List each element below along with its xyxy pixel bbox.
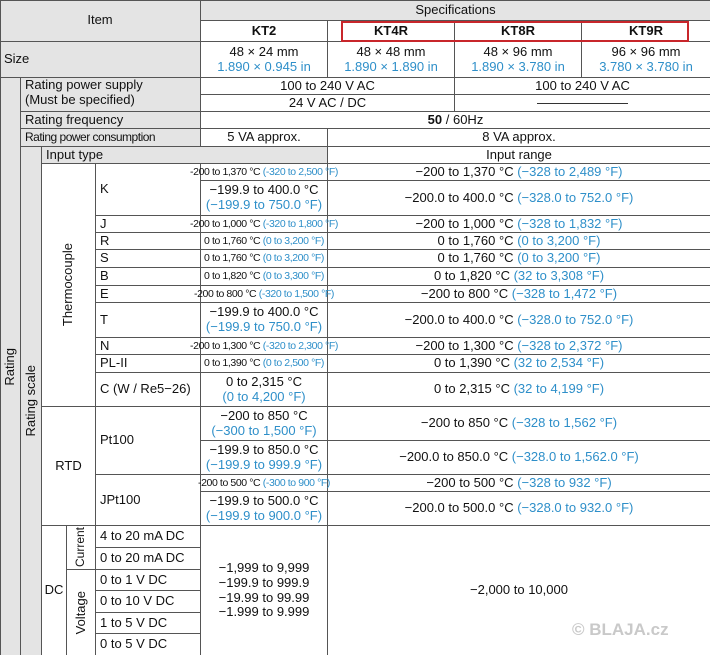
input-range-pair	[416, 165, 623, 180]
frequency-title: Rating frequency	[25, 111, 124, 127]
kt2-range-c: −199.9 to 400.0 °C	[209, 182, 319, 198]
dc-voltage-row	[96, 591, 201, 613]
size-label-text: Size	[4, 51, 30, 67]
dc-range-text: −2,000 to 10,000	[470, 582, 568, 598]
range-c: −200 to 850 °C	[420, 415, 509, 431]
range-c: −200 to 1,300 °C	[415, 337, 514, 353]
range-c: 0 to 1,760 °C	[437, 232, 514, 248]
size-in: 3.780 × 3.780 in	[599, 58, 693, 74]
size-kt9r	[582, 42, 710, 78]
thermocouple-type	[96, 268, 201, 286]
dc-current-value: 0 to 20 mA DC	[100, 550, 185, 566]
kt2-range-c: 0 to 1,760 °C	[204, 252, 261, 265]
rating-group-label	[0, 78, 21, 655]
kt2-range-compact	[204, 270, 324, 282]
size-in: 1.890 × 3.780 in	[471, 58, 565, 74]
range-f: (−328.0 to 752.0 °F)	[517, 311, 634, 327]
dc-text: DC	[44, 582, 64, 598]
dc-voltage-row	[96, 570, 201, 591]
frequency-label	[21, 112, 201, 129]
dc-voltage-value: 1 to 5 V DC	[100, 614, 168, 630]
dc-voltage-value: 0 to 5 V DC	[100, 636, 168, 652]
range-c: −200 to 800 °C	[420, 285, 509, 301]
range-f: (−328.0 to 1,562.0 °F)	[511, 449, 639, 465]
range-f: (−328 to 1,832 °F)	[517, 215, 623, 231]
thermocouple-kt2-range	[201, 303, 328, 338]
thermocouple-kt2-range	[190, 338, 338, 355]
rtd-jpt100	[96, 475, 201, 526]
kt2-range-compact	[190, 218, 338, 230]
range-f: (32 to 3,308 °F)	[513, 268, 605, 284]
dc-voltage-label	[67, 570, 96, 655]
dc-kt2-ranges	[201, 526, 328, 655]
specifications-header	[201, 0, 710, 21]
kt2-range-c: −199.9 to 850.0 °C	[209, 441, 319, 457]
input-range-pair	[438, 234, 601, 249]
kt2-range-c: −200 to 850 °C	[220, 407, 308, 423]
dc-voltage-value: 0 to 10 V DC	[100, 593, 175, 609]
thermocouple-text: Thermocouple	[60, 243, 76, 327]
dc-kt2-range: −199.9 to 999.9	[218, 574, 310, 590]
input-range-pair	[434, 269, 604, 284]
dc-current-label	[67, 526, 96, 570]
range-f: (−328.0 to 932.0 °F)	[517, 500, 634, 516]
range-f: (−328 to 1,472 °F)	[511, 285, 618, 301]
thermocouple-type	[96, 250, 201, 268]
kt2-range-f: (0 to 3,300 °F)	[262, 270, 324, 283]
dc-kt2-range: −1,999 to 9,999	[218, 559, 310, 575]
kt2-range-f: (0 to 2,500 °F)	[262, 357, 324, 370]
rtd-input-range	[328, 475, 710, 492]
kt2-range-c: -200 to 500 °C	[198, 476, 261, 489]
range-c: 0 to 1,390 °C	[433, 355, 510, 371]
input-range-pair	[421, 416, 617, 431]
size-mm: 48 × 24 mm	[229, 43, 299, 59]
ps-dc-right-text: ———————	[537, 94, 628, 110]
kt2-range-c: 0 to 1,820 °C	[204, 270, 261, 283]
dc-kt2-range: −19.99 to 99.99	[218, 589, 310, 605]
input-range-pair	[426, 476, 611, 491]
dc-kt2-range: −1.999 to 9.999	[218, 604, 310, 620]
thermocouple-input-range	[328, 250, 710, 268]
range-f: (−328 to 2,489 °F)	[517, 163, 623, 179]
thermocouple-input-range	[328, 373, 710, 407]
range-c: −200 to 1,370 °C	[415, 163, 514, 179]
thermocouple-type-name: T	[100, 311, 108, 327]
range-f: (−328 to 932 °F)	[517, 474, 612, 490]
kt2-range-f: (−199.9 to 900.0 °F)	[205, 507, 323, 523]
thermocouple-kt2-range	[190, 164, 338, 181]
input-range-header	[328, 147, 710, 164]
range-c: −200.0 to 500.0 °C	[404, 500, 514, 516]
input-range-pair	[405, 191, 634, 206]
thermocouple-label	[42, 164, 96, 407]
dc-voltage-row	[96, 613, 201, 634]
kt2-range-compact	[204, 252, 324, 264]
power-supply-label	[21, 78, 201, 112]
rtd-label	[42, 407, 96, 526]
thermocouple-type-name: PL-II	[100, 355, 128, 371]
input-range-pair	[416, 217, 623, 232]
consumption-label	[21, 129, 201, 147]
thermocouple-input-range	[328, 303, 710, 338]
thermocouple-type-name: J	[100, 215, 107, 231]
kt2-range-c: -200 to 1,300 °C	[190, 339, 261, 352]
thermocouple-input-range	[328, 216, 710, 233]
model-label: KT8R	[501, 22, 535, 38]
range-c: 0 to 1,760 °C	[437, 250, 514, 266]
rtd-input-range	[328, 492, 710, 526]
rtd-kt2-range	[201, 492, 328, 526]
kt2-range-c: 0 to 1,760 °C	[204, 234, 261, 247]
thermocouple-type-name: E	[100, 285, 109, 301]
thermocouple-kt2-range	[194, 286, 334, 303]
kt2-range-f: (−199.9 to 750.0 °F)	[205, 319, 323, 334]
thermocouple-type-name: C (W / Re5−26)	[100, 381, 191, 397]
item-header	[0, 0, 201, 42]
dc-current-row	[96, 526, 201, 548]
kt2-range-compact	[190, 166, 338, 178]
thermocouple-type	[96, 373, 201, 407]
model-label: KT4R	[374, 22, 408, 38]
size-kt2	[201, 42, 328, 78]
size-in: 1.890 × 0.945 in	[217, 58, 311, 74]
ps-ac-left	[201, 78, 455, 95]
size-kt4r	[328, 42, 455, 78]
thermocouple-kt2-range	[190, 216, 338, 233]
rtd-jpt100-text: JPt100	[100, 491, 141, 507]
range-f: (−328 to 1,562 °F)	[511, 415, 618, 431]
input-range-pair	[399, 450, 639, 465]
item-label: Item	[87, 12, 113, 28]
ps-ac-right	[455, 78, 710, 95]
input-range-pair	[405, 313, 634, 328]
rtd-input-range	[328, 407, 710, 441]
rtd-kt2-range	[198, 475, 331, 492]
thermocouple-input-range	[328, 268, 710, 286]
ps-ac-left-text: 100 to 240 V AC	[280, 77, 375, 93]
range-f: (0 to 3,200 °F)	[517, 250, 601, 266]
frequency-prefix: 50	[427, 111, 443, 127]
consumption-title: Rating power consumption	[25, 129, 156, 144]
kt2-range-f: (−199.9 to 999.9 °F)	[205, 456, 323, 472]
consumption-other-text: 8 VA approx.	[482, 129, 556, 145]
thermocouple-type-name: K	[100, 181, 109, 197]
rtd-kt2-range	[201, 441, 328, 475]
thermocouple-type-name: S	[100, 250, 109, 266]
kt2-range-c: −199.9 to 400.0 °C	[209, 304, 319, 320]
highlight-box	[341, 21, 689, 42]
range-f: (32 to 4,199 °F)	[513, 381, 605, 397]
thermocouple-kt2-range	[201, 268, 328, 286]
kt2-range-compact	[194, 288, 334, 300]
ps-ac-right-text: 100 to 240 V AC	[535, 77, 630, 93]
rtd-kt2-range	[201, 407, 328, 441]
dc-voltage-value: 0 to 1 V DC	[100, 571, 168, 587]
range-f: (32 to 2,534 °F)	[513, 355, 605, 371]
input-type-header	[42, 147, 328, 164]
size-label	[0, 42, 201, 78]
kt2-range-f: (−199.9 to 750.0 °F)	[205, 197, 323, 212]
kt2-range-f: (0 to 4,200 °F)	[222, 388, 306, 404]
thermocouple-type	[96, 355, 201, 373]
rating-scale-label	[21, 147, 42, 655]
thermocouple-type	[96, 216, 201, 233]
kt2-range-f: (0 to 3,200 °F)	[262, 252, 324, 265]
thermocouple-type	[96, 286, 201, 303]
dc-current-text: Current	[73, 527, 88, 568]
consumption-kt2-text: 5 VA approx.	[227, 129, 301, 145]
thermocouple-input-range	[328, 355, 710, 373]
ps-dc-right	[455, 95, 710, 112]
kt2-range-f: (0 to 3,200 °F)	[262, 234, 324, 247]
size-mm: 48 × 96 mm	[483, 43, 553, 59]
thermocouple-input-range	[328, 164, 710, 181]
dc-voltage-row	[96, 634, 201, 655]
kt2-range-compact	[204, 235, 324, 247]
frequency-suffix: / 60Hz	[442, 111, 484, 127]
input-range-pair	[416, 339, 623, 354]
dc-label	[42, 526, 67, 655]
model-kt2	[201, 21, 328, 42]
range-c: −200.0 to 400.0 °C	[404, 189, 514, 205]
dc-current-row	[96, 548, 201, 570]
thermocouple-kt2-range	[201, 250, 328, 268]
ps-dc-left-text: 24 V AC / DC	[288, 94, 367, 110]
input-range-pair	[434, 356, 604, 371]
thermocouple-type	[96, 233, 201, 250]
range-f: (0 to 3,200 °F)	[517, 232, 601, 248]
consumption-other	[328, 129, 710, 147]
kt2-range-f: (-300 to 900 °F)	[262, 476, 331, 489]
range-c: 0 to 2,315 °C	[433, 381, 510, 397]
model-label: KT2	[251, 22, 277, 38]
input-type-text: Input type	[46, 146, 104, 162]
input-range-text: Input range	[486, 146, 552, 162]
kt2-range-compact	[204, 357, 324, 369]
kt2-range-c: -200 to 800 °C	[194, 287, 257, 300]
watermark: © BLAJA.cz	[572, 620, 669, 639]
size-mm: 96 × 96 mm	[611, 43, 681, 59]
thermocouple-type-name: N	[100, 337, 110, 353]
thermocouple-type-name: B	[100, 268, 109, 284]
kt2-range-c: 0 to 1,390 °C	[204, 357, 261, 370]
input-range-pair	[405, 501, 634, 516]
kt2-range-f: (-320 to 2,500 °F)	[262, 165, 338, 178]
range-c: −200.0 to 400.0 °C	[404, 311, 514, 327]
input-range-pair	[438, 251, 601, 266]
frequency-value	[201, 112, 710, 129]
kt2-range-c: 0 to 2,315 °C	[225, 373, 303, 389]
thermocouple-input-range	[328, 181, 710, 216]
ps-dc-left	[201, 95, 455, 112]
range-f: (−328.0 to 752.0 °F)	[517, 189, 634, 205]
rtd-text: RTD	[55, 457, 82, 473]
input-range-pair	[434, 382, 604, 397]
model-label: KT9R	[629, 22, 663, 38]
thermocouple-input-range	[328, 233, 710, 250]
kt2-range-compact	[190, 340, 338, 352]
size-kt8r	[455, 42, 582, 78]
specifications-label: Specifications	[415, 1, 496, 17]
power-supply-note: (Must be specified)	[25, 91, 135, 107]
input-range-pair	[421, 287, 617, 302]
kt2-range-f: (-320 to 1,500 °F)	[258, 287, 334, 300]
dc-voltage-text: Voltage	[72, 590, 88, 635]
kt2-range-f: (-320 to 1,800 °F)	[262, 217, 338, 230]
kt2-range-c: -200 to 1,370 °C	[190, 165, 261, 178]
rtd-pt100-text: Pt100	[100, 432, 134, 448]
rtd-input-range	[328, 441, 710, 475]
range-c: −200 to 1,000 °C	[415, 215, 514, 231]
kt2-range-f: (-320 to 2,300 °F)	[262, 339, 338, 352]
thermocouple-type-name: R	[100, 232, 110, 248]
rating-scale-text: Rating scale	[22, 365, 38, 437]
range-c: 0 to 1,820 °C	[433, 268, 510, 284]
range-f: (−328 to 2,372 °F)	[517, 337, 623, 353]
size-in: 1.890 × 1.890 in	[344, 58, 438, 74]
power-supply-title: Rating power supply	[25, 77, 143, 92]
rtd-pt100	[96, 407, 201, 475]
thermocouple-kt2-range	[201, 373, 328, 407]
consumption-kt2	[201, 129, 328, 147]
thermocouple-type	[96, 164, 201, 216]
thermocouple-type	[96, 303, 201, 338]
kt2-range-compact	[198, 477, 330, 489]
kt2-range-c: -200 to 1,000 °C	[190, 217, 261, 230]
kt2-range-f: (−300 to 1,500 °F)	[211, 422, 317, 438]
thermocouple-kt2-range	[201, 233, 328, 250]
thermocouple-input-range	[328, 286, 710, 303]
thermocouple-input-range	[328, 338, 710, 355]
thermocouple-kt2-range	[201, 355, 328, 373]
kt2-range-c: −199.9 to 500.0 °C	[209, 492, 319, 508]
thermocouple-kt2-range	[201, 181, 328, 216]
thermocouple-type	[96, 338, 201, 355]
dc-current-value: 4 to 20 mA DC	[100, 528, 185, 544]
range-c: −200.0 to 850.0 °C	[399, 449, 509, 465]
size-mm: 48 × 48 mm	[356, 43, 426, 59]
range-c: −200 to 500 °C	[426, 474, 514, 490]
rating-label: Rating	[1, 347, 17, 386]
